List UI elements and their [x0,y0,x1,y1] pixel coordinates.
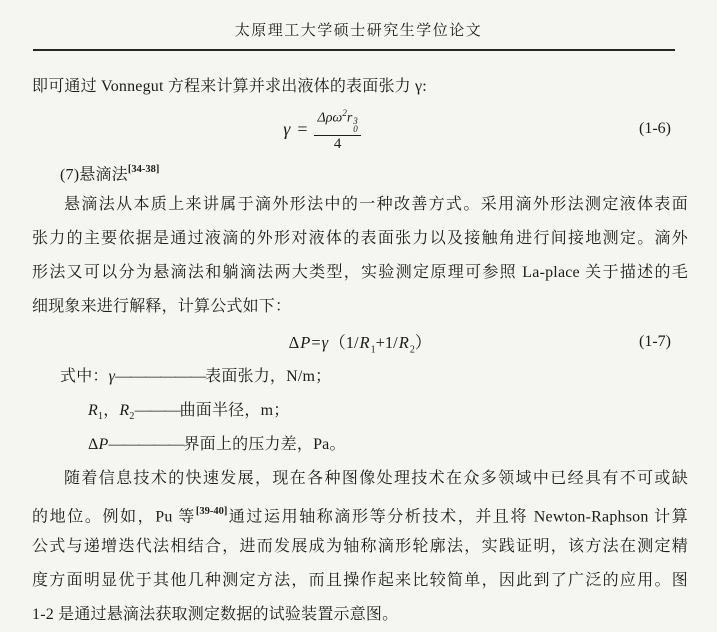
open-paren: （1/ [329,332,359,352]
delta-symbol: Δ [288,332,300,352]
delta-symbol: Δ [88,436,99,453]
r1-subscript: 1 [370,344,376,356]
p-symbol: P [98,436,109,453]
r-symbol: r [346,110,353,126]
equation-1-7-expression [289,329,432,355]
line-text: 的地位。例如，Pu 等 [32,508,196,526]
paragraph-line: 度方面明显优于其他几种测定方法，而且操作起来比较简单，因此到了广泛的应用。图 [32,572,688,589]
definition-lead: 式中： [60,368,109,385]
definition-line-pressure [32,428,688,462]
r-exponent: 3 [353,116,358,127]
paragraph-line: 1-2 是通过悬滴法获取测定数据的试验装置示意图。 [32,606,399,623]
citation-superscript: [34-38] [127,164,160,175]
definition-line-gamma [32,360,688,394]
equation-number-1-7: (1-7) [639,333,671,350]
r-subscript: 0 [353,124,358,135]
fraction-numerator [314,105,360,137]
r2-symbol: R [119,402,130,419]
gamma-symbol: γ [321,332,329,352]
definition-text: 表面张力，N/m； [205,368,332,385]
plus-term: +1/ [375,332,398,352]
r1-symbol: R [88,402,98,419]
dash-leader: ——— [134,402,180,419]
r-sub-sup [353,117,358,133]
omega-exponent: 2 [342,107,347,118]
paragraph-line: 张力的主要依据是通过液滴的外形对液体的表面张力以及接触角进行间接地测定。滴外 [32,230,688,247]
paragraph-line: 细现象来进行解释，计算公式如下： [32,298,292,315]
definition-line-radii [32,394,688,428]
equation-1-6-expression [283,105,361,154]
paragraph-line: 随着信息技术的快速发展，现在各种图像处理技术在众多领域中已经具有不可或缺 [64,470,688,487]
header-rule [33,49,675,51]
citation-superscript: [39-40] [195,506,228,517]
page-content [32,70,688,632]
r1-symbol: R [359,332,370,352]
r2-symbol: R [398,332,409,352]
equation-1-7 [32,324,688,360]
equation-1-6 [32,104,688,154]
close-paren: ） [414,332,432,352]
section-heading [32,154,688,188]
paragraph-line [32,496,688,530]
page-header-title: 太原理工大学硕士研究生学位论文 [234,23,483,39]
r1-subscript: 1 [97,411,104,423]
p-symbol: P [300,332,311,352]
r2-subscript: 2 [129,411,135,423]
equals-sign: = [311,332,321,352]
numerator-base: Δρω [317,110,343,126]
definition-text: 曲面半径，m； [179,402,290,419]
gamma-symbol: γ [283,118,291,139]
equals-sign: = [297,118,308,139]
r2-subscript: 2 [409,344,415,356]
dash-leader: —————— [115,368,206,385]
dash-leader: ————— [108,436,184,453]
definition-text: 界面上的压力差，Pa。 [183,436,346,453]
line-text: 通过运用轴称滴形等分析技术，并且将 Newton-Raphson 计算 [227,508,688,526]
section-heading-text: (7)悬滴法 [60,166,128,184]
separator: ， [103,402,120,419]
equation-number-1-6: (1-6) [639,120,671,137]
fraction-denominator: 4 [333,136,342,153]
gamma-symbol: γ [108,368,116,385]
fraction [314,105,360,154]
paragraph-line: 公式与递增迭代法相结合，进而发展成为轴称滴形轮廓法，实践证明，该方法在测定精 [32,538,688,555]
paragraph-line: 悬滴法从本质上来讲属于滴外形法中的一种改善方式。采用滴外形法测定液体表面 [64,196,688,213]
paragraph-line: 形法又可以分为悬滴法和躺滴法两大类型，实验测定原理可参照 La-place 关于描述的毛 [32,264,688,281]
intro-line: 即可通过 Vonnegut 方程来计算并求出液体的表面张力 γ: [32,78,427,95]
